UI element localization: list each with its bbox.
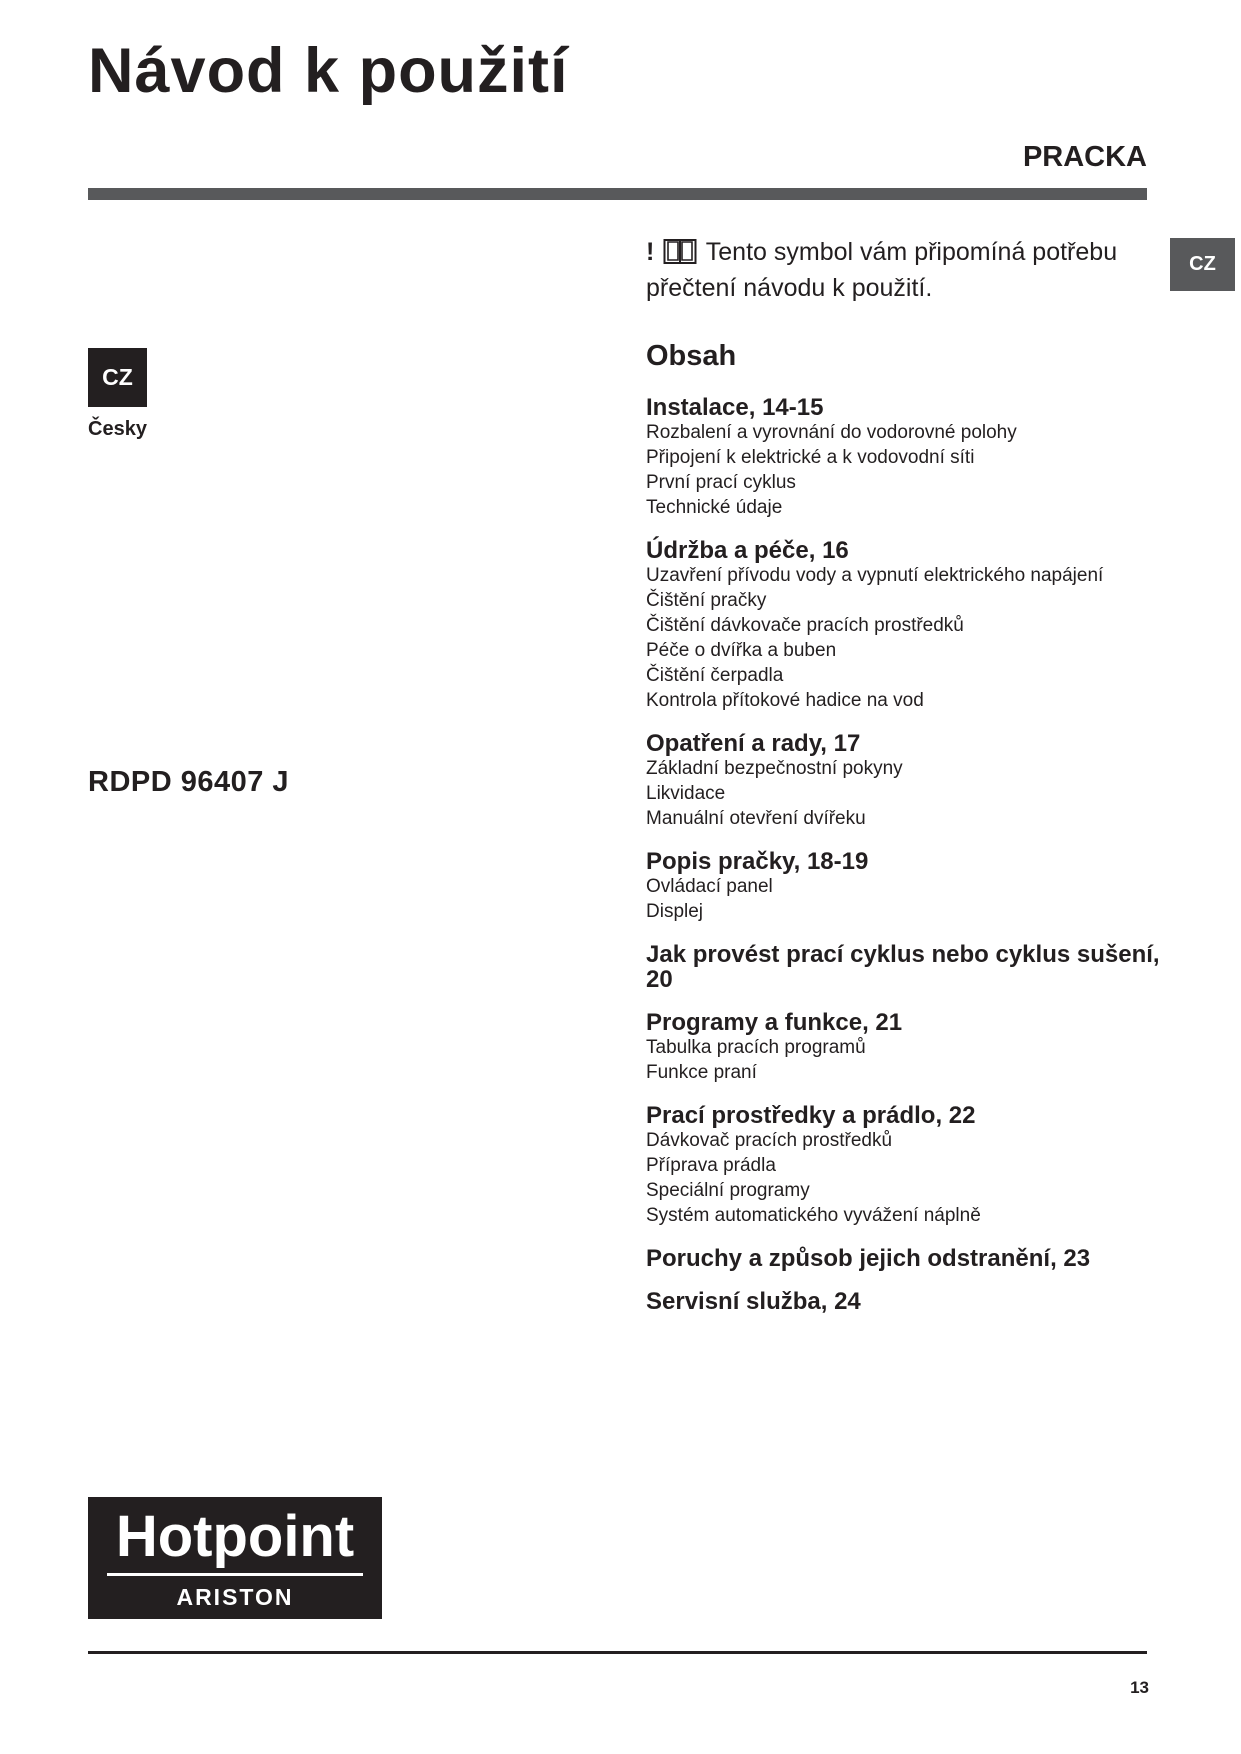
toc-section-title: Jak provést prací cyklus nebo cyklus sušení, 20 (646, 941, 1160, 993)
toc-section-title: Servisní služba, 24 (646, 1288, 861, 1315)
logo-brand: Hotpoint (115, 1504, 355, 1569)
hotpoint-ariston-logo (88, 1497, 382, 1619)
toc-item-list (646, 1128, 1166, 1228)
toc-section-title: Programy a funkce, 21 (646, 1009, 903, 1036)
page-title: Návod k použití (88, 36, 569, 106)
toc-section (646, 1010, 1166, 1085)
toc-item: Čištění dávkovače pracích prostředků (646, 615, 964, 636)
product-type: PRACKA (1022, 141, 1147, 173)
table-of-contents (646, 395, 1166, 1332)
toc-section (646, 1246, 1166, 1271)
toc-section-title: Údržba a péče, 16 (646, 537, 849, 564)
language-side-tab: CZ (1170, 238, 1235, 291)
toc-item: Čištění pračky (646, 590, 767, 611)
notice-text: Tento symbol vám připomíná potřebu přečtení návodu k použití. (646, 238, 1118, 302)
page-number: 13 (1130, 1678, 1149, 1697)
toc-item: Ovládací panel (646, 876, 773, 897)
toc-section (646, 1103, 1166, 1228)
header-rule (88, 188, 1147, 200)
toc-section (646, 849, 1166, 924)
toc-item-list (646, 874, 1166, 924)
toc-item-list (646, 756, 1166, 831)
toc-section (646, 395, 1166, 520)
toc-item: Funkce praní (646, 1062, 757, 1083)
book-icon (663, 237, 697, 265)
toc-item: Připojení k elektrické a k vodovodní síti (646, 447, 975, 468)
logo-sub: ARISTON (176, 1584, 294, 1610)
toc-item: Čištění čerpadla (646, 665, 784, 686)
toc-item: Kontrola přítokové hadice na vod (646, 690, 924, 711)
toc-section (646, 538, 1166, 713)
toc-section-title: Prací prostředky a prádlo, 22 (646, 1102, 976, 1129)
toc-heading: Obsah (646, 340, 737, 372)
toc-item-list (646, 1035, 1166, 1085)
toc-section (646, 942, 1166, 992)
toc-item: První prací cyklus (646, 472, 796, 493)
exclamation-mark: ! (646, 238, 655, 266)
toc-section (646, 731, 1166, 831)
toc-item: Speciální programy (646, 1180, 810, 1201)
model-number: RDPD 96407 J (88, 766, 290, 798)
language-badge: CZ (88, 348, 147, 407)
toc-item: Displej (646, 901, 704, 922)
logo-divider (107, 1573, 363, 1576)
toc-item: Uzavření přívodu vody a vypnutí elektrického napájení (646, 565, 1104, 586)
toc-item: Příprava prádla (646, 1155, 776, 1176)
toc-item-list (646, 563, 1166, 713)
toc-section-title: Poruchy a způsob jejich odstranění, 23 (646, 1245, 1091, 1272)
toc-item: Rozbalení a vyrovnání do vodorovné polohy (646, 422, 1017, 443)
toc-section-title: Opatření a rady, 17 (646, 730, 861, 757)
toc-item: Systém automatického vyvážení náplně (646, 1205, 981, 1226)
toc-item: Dávkovač pracích prostředků (646, 1130, 893, 1151)
toc-item: Péče o dvířka a buben (646, 640, 837, 661)
toc-item: Likvidace (646, 783, 726, 804)
footer-rule (88, 1651, 1147, 1654)
toc-item: Technické údaje (646, 497, 783, 518)
toc-section-title: Popis pračky, 18-19 (646, 848, 869, 875)
toc-section-title: Instalace, 14-15 (646, 394, 824, 421)
toc-item: Základní bezpečnostní pokyny (646, 758, 903, 779)
language-name: Česky (88, 418, 147, 440)
toc-item: Manuální otevření dvířeku (646, 808, 866, 829)
manual-notice (646, 234, 1126, 306)
toc-section (646, 1289, 1166, 1314)
toc-item: Tabulka pracích programů (646, 1037, 866, 1058)
toc-item-list (646, 420, 1166, 520)
